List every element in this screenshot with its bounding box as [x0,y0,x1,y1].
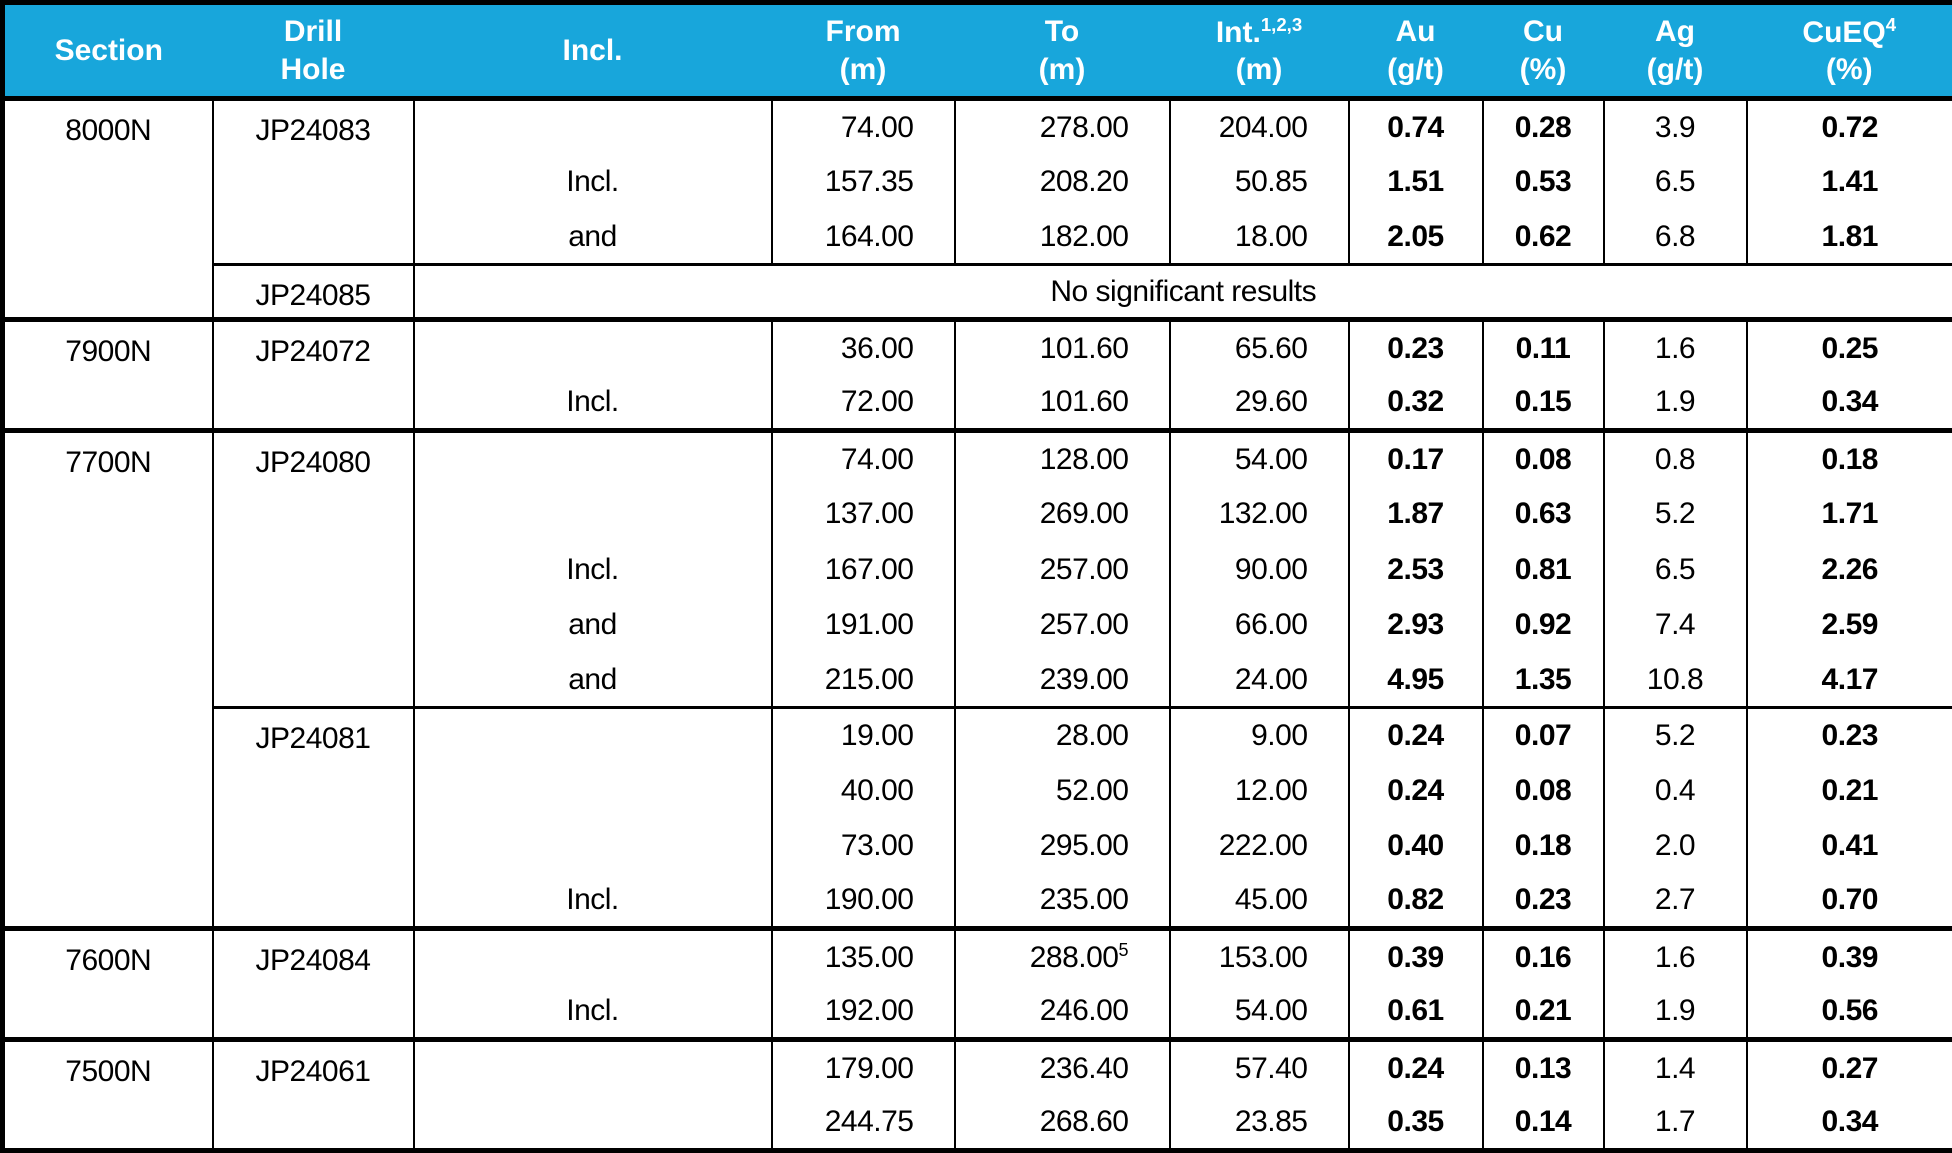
au-cell: 2.05 [1349,209,1483,264]
from-cell: 19.00 [772,707,955,762]
table-header [3,3,1952,99]
ag-cell: 1.6 [1604,929,1747,984]
qualifier-cell [414,929,772,984]
ag-cell: 1.7 [1604,1095,1747,1151]
interval-cell: 54.00 [1170,984,1349,1039]
cueq-cell: 4.17 [1747,652,1952,707]
au-cell: 0.39 [1349,929,1483,984]
to-cell: 235.00 [955,874,1170,929]
cu-cell: 0.53 [1483,154,1604,209]
qualifier-cell [414,320,772,375]
cu-cell: 0.15 [1483,375,1604,430]
to-cell: 257.00 [955,597,1170,652]
qualifier-cell: and [414,652,772,707]
au-cell: 0.23 [1349,320,1483,375]
from-cell: 164.00 [772,209,955,264]
to-cell: 295.00 [955,818,1170,873]
qualifier-cell: Incl. [414,541,772,596]
interval-cell: 50.85 [1170,154,1349,209]
interval-cell: 29.60 [1170,375,1349,430]
ag-cell: 0.8 [1604,431,1747,486]
to-cell: 52.00 [955,763,1170,818]
cueq-cell: 1.41 [1747,154,1952,209]
qualifier-cell: and [414,209,772,264]
cueq-cell: 0.39 [1747,929,1952,984]
au-cell: 1.51 [1349,154,1483,209]
cueq-cell: 0.27 [1747,1040,1952,1095]
interval-cell: 18.00 [1170,209,1349,264]
cu-cell: 1.35 [1483,652,1604,707]
qualifier-cell [414,818,772,873]
interval-cell: 65.60 [1170,320,1349,375]
interval-cell: 153.00 [1170,929,1349,984]
from-cell: 244.75 [772,1095,955,1151]
cueq-cell: 0.41 [1747,818,1952,873]
table-row [3,1040,1952,1095]
no-results-cell: No significant results [414,265,1952,320]
cueq-cell: 1.81 [1747,209,1952,264]
table-body [3,99,1952,1151]
col-header-to: To (m) [955,3,1170,99]
ag-cell: 2.0 [1604,818,1747,873]
drill-hole-cell: JP24081 [213,707,414,928]
to-cell: 28.00 [955,707,1170,762]
cu-cell: 0.14 [1483,1095,1604,1151]
section-cell: 8000N [3,99,213,320]
ag-cell: 6.5 [1604,154,1747,209]
from-cell: 191.00 [772,597,955,652]
interval-cell: 9.00 [1170,707,1349,762]
cueq-cell: 0.34 [1747,1095,1952,1151]
interval-cell: 24.00 [1170,652,1349,707]
drill-hole-cell: JP24072 [213,320,414,431]
from-cell: 74.00 [772,99,955,154]
cueq-cell: 0.23 [1747,707,1952,762]
to-cell: 278.00 [955,99,1170,154]
interval-cell: 45.00 [1170,874,1349,929]
au-cell: 0.32 [1349,375,1483,430]
ag-cell: 10.8 [1604,652,1747,707]
cu-cell: 0.08 [1483,763,1604,818]
ag-cell: 5.2 [1604,486,1747,541]
table-row [3,929,1952,984]
header-row [3,3,1952,99]
table-row [3,320,1952,375]
table-row [3,707,1952,762]
from-cell: 179.00 [772,1040,955,1095]
qualifier-cell: and [414,597,772,652]
interval-cell: 12.00 [1170,763,1349,818]
cueq-cell: 2.59 [1747,597,1952,652]
from-cell: 190.00 [772,874,955,929]
section-cell: 7700N [3,431,213,929]
qualifier-cell [414,486,772,541]
col-header-from: From (m) [772,3,955,99]
cueq-cell: 1.71 [1747,486,1952,541]
qualifier-cell: Incl. [414,984,772,1039]
cu-cell: 0.07 [1483,707,1604,762]
ag-cell: 7.4 [1604,597,1747,652]
to-cell: 128.00 [955,431,1170,486]
drill-hole-cell: JP24085 [213,265,414,320]
ag-cell: 6.8 [1604,209,1747,264]
interval-cell: 90.00 [1170,541,1349,596]
col-header-drill-hole: Drill Hole [213,3,414,99]
cu-cell: 0.16 [1483,929,1604,984]
au-cell: 0.17 [1349,431,1483,486]
au-cell: 0.35 [1349,1095,1483,1151]
to-cell: 269.00 [955,486,1170,541]
to-cell: 101.60 [955,320,1170,375]
col-header-section: Section [3,3,213,99]
col-header-au: Au (g/t) [1349,3,1483,99]
table-row [3,265,1952,320]
cueq-cell: 0.18 [1747,431,1952,486]
interval-cell: 222.00 [1170,818,1349,873]
drill-hole-cell: JP24080 [213,431,414,708]
to-cell: 246.00 [955,984,1170,1039]
au-cell: 0.61 [1349,984,1483,1039]
cueq-cell: 0.34 [1747,375,1952,430]
from-cell: 72.00 [772,375,955,430]
interval-cell: 54.00 [1170,431,1349,486]
ag-cell: 5.2 [1604,707,1747,762]
from-cell: 137.00 [772,486,955,541]
cu-cell: 0.13 [1483,1040,1604,1095]
col-header-interval: Int.$^{1,2,3}$ (m) [1170,3,1349,99]
to-cell: 101.60 [955,375,1170,430]
qualifier-cell [414,1095,772,1151]
ag-cell: 0.4 [1604,763,1747,818]
ag-cell: 3.9 [1604,99,1747,154]
interval-cell: 57.40 [1170,1040,1349,1095]
col-header-ag: Ag (g/t) [1604,3,1747,99]
from-cell: 167.00 [772,541,955,596]
from-cell: 40.00 [772,763,955,818]
au-cell: 0.24 [1349,707,1483,762]
qualifier-cell: Incl. [414,874,772,929]
ag-cell: 2.7 [1604,874,1747,929]
to-footnote-superscript: 5 [1118,940,1129,961]
au-cell: 0.24 [1349,763,1483,818]
cu-cell: 0.81 [1483,541,1604,596]
from-cell: 157.35 [772,154,955,209]
interval-cell: 204.00 [1170,99,1349,154]
qualifier-cell [414,99,772,154]
to-cell: 257.00 [955,541,1170,596]
cueq-cell: 0.21 [1747,763,1952,818]
cueq-cell: 0.72 [1747,99,1952,154]
qualifier-cell [414,763,772,818]
cu-cell: 0.28 [1483,99,1604,154]
qualifier-cell [414,707,772,762]
au-cell: 2.93 [1349,597,1483,652]
interval-cell: 132.00 [1170,486,1349,541]
au-cell: 4.95 [1349,652,1483,707]
from-cell: 74.00 [772,431,955,486]
section-cell: 7500N [3,1040,213,1151]
from-cell: 215.00 [772,652,955,707]
cueq-cell: 0.70 [1747,874,1952,929]
au-cell: 0.82 [1349,874,1483,929]
interval-cell: 23.85 [1170,1095,1349,1151]
qualifier-cell: Incl. [414,154,772,209]
au-cell: 0.74 [1349,99,1483,154]
interval-cell: 66.00 [1170,597,1349,652]
to-cell: 236.40 [955,1040,1170,1095]
ag-cell: 1.9 [1604,375,1747,430]
cu-cell: 0.21 [1483,984,1604,1039]
ag-cell: 1.4 [1604,1040,1747,1095]
au-cell: 0.40 [1349,818,1483,873]
from-cell: 135.00 [772,929,955,984]
cu-cell: 0.62 [1483,209,1604,264]
qualifier-cell [414,431,772,486]
section-cell: 7900N [3,320,213,431]
au-cell: 0.24 [1349,1040,1483,1095]
au-cell: 1.87 [1349,486,1483,541]
cu-cell: 0.23 [1483,874,1604,929]
ag-cell: 1.9 [1604,984,1747,1039]
cueq-cell: 2.26 [1747,541,1952,596]
from-cell: 36.00 [772,320,955,375]
to-cell: 268.60 [955,1095,1170,1151]
qualifier-cell [414,1040,772,1095]
drill-hole-cell: JP24083 [213,99,414,265]
drill-hole-cell: JP24084 [213,929,414,1040]
from-cell: 192.00 [772,984,955,1039]
cu-cell: 0.08 [1483,431,1604,486]
qualifier-cell: Incl. [414,375,772,430]
to-cell: 182.00 [955,209,1170,264]
drill-hole-cell: JP24061 [213,1040,414,1151]
cu-cell: 0.11 [1483,320,1604,375]
table-row [3,99,1952,154]
table-row [3,431,1952,486]
ag-cell: 1.6 [1604,320,1747,375]
to-cell: 239.00 [955,652,1170,707]
au-cell: 2.53 [1349,541,1483,596]
cu-cell: 0.92 [1483,597,1604,652]
col-header-cu: Cu (%) [1483,3,1604,99]
to-cell: 208.20 [955,154,1170,209]
to-cell: 288.00$^5$ [955,929,1170,984]
cueq-cell: 0.56 [1747,984,1952,1039]
cu-cell: 0.18 [1483,818,1604,873]
col-header-incl: Incl. [414,3,772,99]
section-cell: 7600N [3,929,213,1040]
cu-cell: 0.63 [1483,486,1604,541]
cueq-cell: 0.25 [1747,320,1952,375]
ag-cell: 6.5 [1604,541,1747,596]
col-header-cueq: CuEQ$^4$ (%) [1747,3,1952,99]
from-cell: 73.00 [772,818,955,873]
